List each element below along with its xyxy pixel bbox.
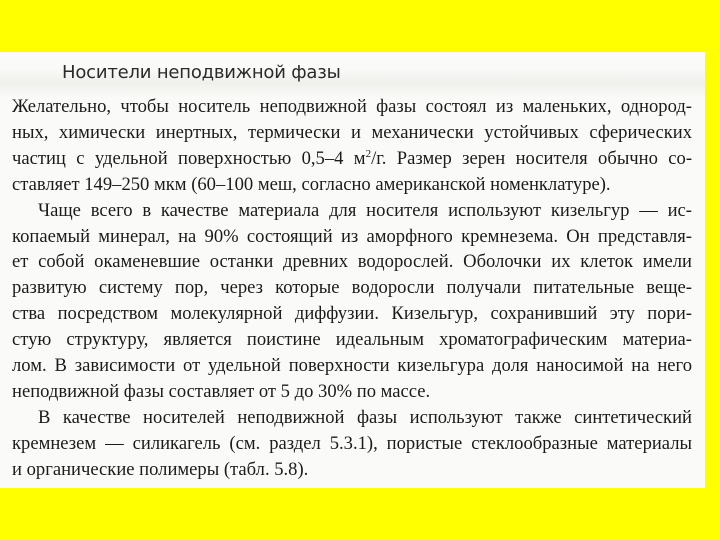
text-line: ет собой окаменевшие останки древних водорослей. Оболочки их клеток имели: [12, 251, 692, 273]
text-line: В качестве носителей неподвижной фазы используют также синтетический: [38, 406, 692, 428]
text-line: ных, химически инертных, термически и механически устойчивых сферических: [12, 121, 692, 143]
text-line: Желательно, чтобы носитель неподвижной фазы состоял из маленьких, однород-: [12, 96, 692, 117]
body-text: [12, 94, 692, 483]
superscript: 2: [365, 147, 372, 160]
text-line: Чаще всего в качестве материала для носителя используют кизельгур — ис-: [38, 199, 692, 221]
text-line: лом. В зависимости от удельной поверхности кизельгура доля наносимой на него: [12, 355, 692, 377]
scanned-page: [0, 52, 705, 488]
text-line: стую структуру, является поистине идеальным хроматографическим материа-: [12, 329, 692, 351]
text-fragment: /г. Размер зерен носителя обычно со-: [371, 147, 693, 169]
text-line: [12, 146, 692, 172]
text-line: ства посредством молекулярной диффузии. Кизельгур, сохранивший эту пори-: [12, 303, 692, 325]
text-line: и органические полимеры (табл. 5.8).: [12, 458, 309, 480]
page-heading: Носители неподвижной фазы: [62, 62, 341, 83]
text-fragment: частиц с удельной поверхностью 0,5–4 м: [12, 147, 366, 169]
text-line: ставляет 149–250 мкм (60–100 меш, согласно американской номенклатуре).: [12, 173, 611, 195]
text-line: копаемый минерал, на 90% состоящий из аморфного кремнезема. Он представля-: [12, 225, 692, 247]
text-line: развитую систему пор, через которые водоросли получали питательные веще-: [12, 277, 692, 299]
text-line: неподвижной фазы составляет от 5 до 30% по массе.: [12, 380, 431, 402]
text-line: кремнезем — силикагель (см. раздел 5.3.1), пористые стеклообразные материалы: [12, 432, 692, 454]
